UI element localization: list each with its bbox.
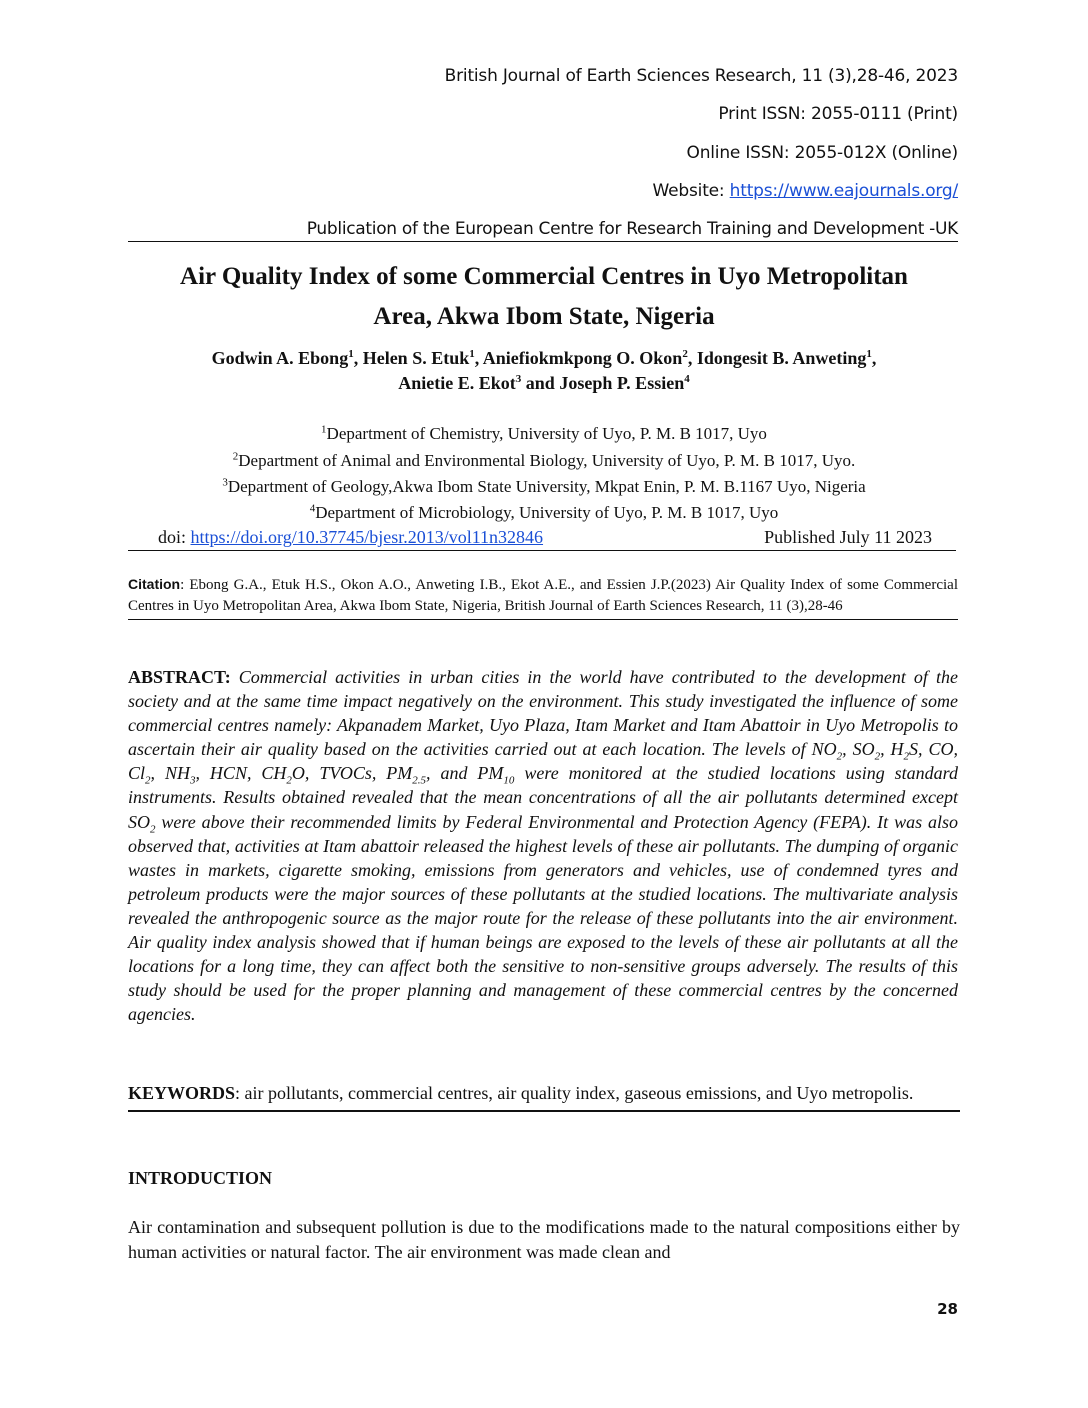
abstract-body: Commercial activities in urban cities in the world have contributed to the development of the society and at the same time impact negatively on the environment. This study investigated the influence of some commercial centres namely: Akpanadem Market, Uyo Plaza, Itam Market and Itam Abattoir in Uyo Metropolis to ascertain their air quality based on the activities carried out at each location. The levels of $NO_2$, $SO_2$, $H_2S$, CO, $Cl_2$, $NH_3$, HCN, $CH_2O$, TVOCs, $PM_{2.5}$, and $PM_{10}$ were monitored at the studied locations using standard instruments. Results obtained revealed that the mean concentrations of all the air pollutants determined except $SO_2$ were above their recommended limits by Federal Environmental and Protection Agency (FEPA). It was also observed that, activities at Itam abattoir released the highest levels of these air pollutants. The dumping of organic wastes in markets, cigarette smoking, emissions from generators and vehicles, use of condemned tyres and petroleum products were the major sources of these pollutants at the studied locations. The multivariate analysis revealed the anthropogenic source as the major route for the release of these pollutants into the air environment. Air quality index analysis showed that if human beings are exposed to the levels of these air pollutants at all the locations for a long time, they can affect both the sensitive to non-sensitive groups adversely. The results of this study should be used for the proper planning and management of these commercial centres by the concerned agencies. [128, 667, 959, 1025]
citation-label: Citation [128, 576, 181, 592]
website-link[interactable]: https://www.eajournals.org/ [729, 181, 958, 201]
introduction-paragraph: Air contamination and subsequent pollution is due to the modifications made to the natural compositions either by human activities or natural factor. The air environment was made clean and [128, 1217, 960, 1262]
journal-citation-header: British Journal of Earth Sciences Research, 11 (3),28-46, 2023 [444, 66, 958, 86]
website-label: Website: [652, 181, 730, 201]
citation-block [128, 574, 958, 620]
keywords-text: : air pollutants, commercial centres, air quality index, gaseous emissions, and Uyo metropolis. [235, 1083, 914, 1103]
paper-title [100, 257, 988, 337]
affiliation-4: $^4$Department of Microbiology, University of Uyo, P. M. B 1017, Uyo [309, 502, 779, 522]
affiliation-3: $^3$Department of Geology,Akwa Ibom State University, Mkpat Enin, P. M. B.1167 Uyo, Nigeria [222, 476, 866, 496]
published-date: Published July 11 2023 [764, 527, 932, 547]
doi-link[interactable]: https://doi.org/10.37745/bjesr.2013/vol11n32846 [190, 527, 544, 547]
author: Godwin A. Ebong$^1$, [211, 348, 363, 368]
online-issn: Online ISSN: 2055-012X (Online) [686, 143, 958, 163]
author: Aniefiokmkpong O. Okon$^2$, [482, 348, 697, 368]
abstract-label: ABSTRACT: [128, 667, 231, 687]
publisher-line: Publication of the European Centre for Research Training and Development -UK [128, 219, 958, 242]
doi-row [128, 527, 956, 551]
website-line [653, 181, 958, 201]
section-heading-introduction: INTRODUCTION [128, 1168, 273, 1188]
page-number: 28 [937, 1300, 958, 1318]
title-line-2: Area, Akwa Ibom State, Nigeria [373, 303, 715, 330]
abstract [128, 665, 958, 1026]
author: Idongesit B. Anweting$^1$, [696, 348, 877, 368]
author: Helen S. Etuk$^1$, [362, 348, 483, 368]
affiliation-2: $^2$Department of Animal and Environmental Biology, University of Uyo, P. M. B 1017, Uyo. [232, 450, 856, 470]
citation-text: : Ebong G.A., Etuk H.S., Okon A.O., Anweting I.B., Ekot A.E., and Essien J.P.(2023) Air Quality Index of some Commercial Centres in Uyo Metropolitan Area, Akwa Ibom State, Nigeria, British Journal of Earth Sciences Research, 11 (3),28-46 [128, 577, 958, 614]
keywords [128, 1080, 960, 1112]
keywords-label: KEYWORDS [128, 1083, 236, 1103]
affiliation-1: $^1$Department of Chemistry, University of Uyo, P. M. B 1017, Uyo [321, 423, 767, 443]
doi: doi: https://doi.org/10.37745/bjesr.2013/vol11n32846 [158, 527, 544, 547]
author-list [110, 346, 978, 396]
author: Joseph P. Essien$^4$ [559, 373, 690, 393]
author: Anietie E. Ekot$^3$ and [398, 373, 560, 393]
title-line-1: Air Quality Index of some Commercial Centres in Uyo Metropolitan [180, 263, 908, 290]
print-issn: Print ISSN: 2055-0111 (Print) [718, 104, 958, 124]
